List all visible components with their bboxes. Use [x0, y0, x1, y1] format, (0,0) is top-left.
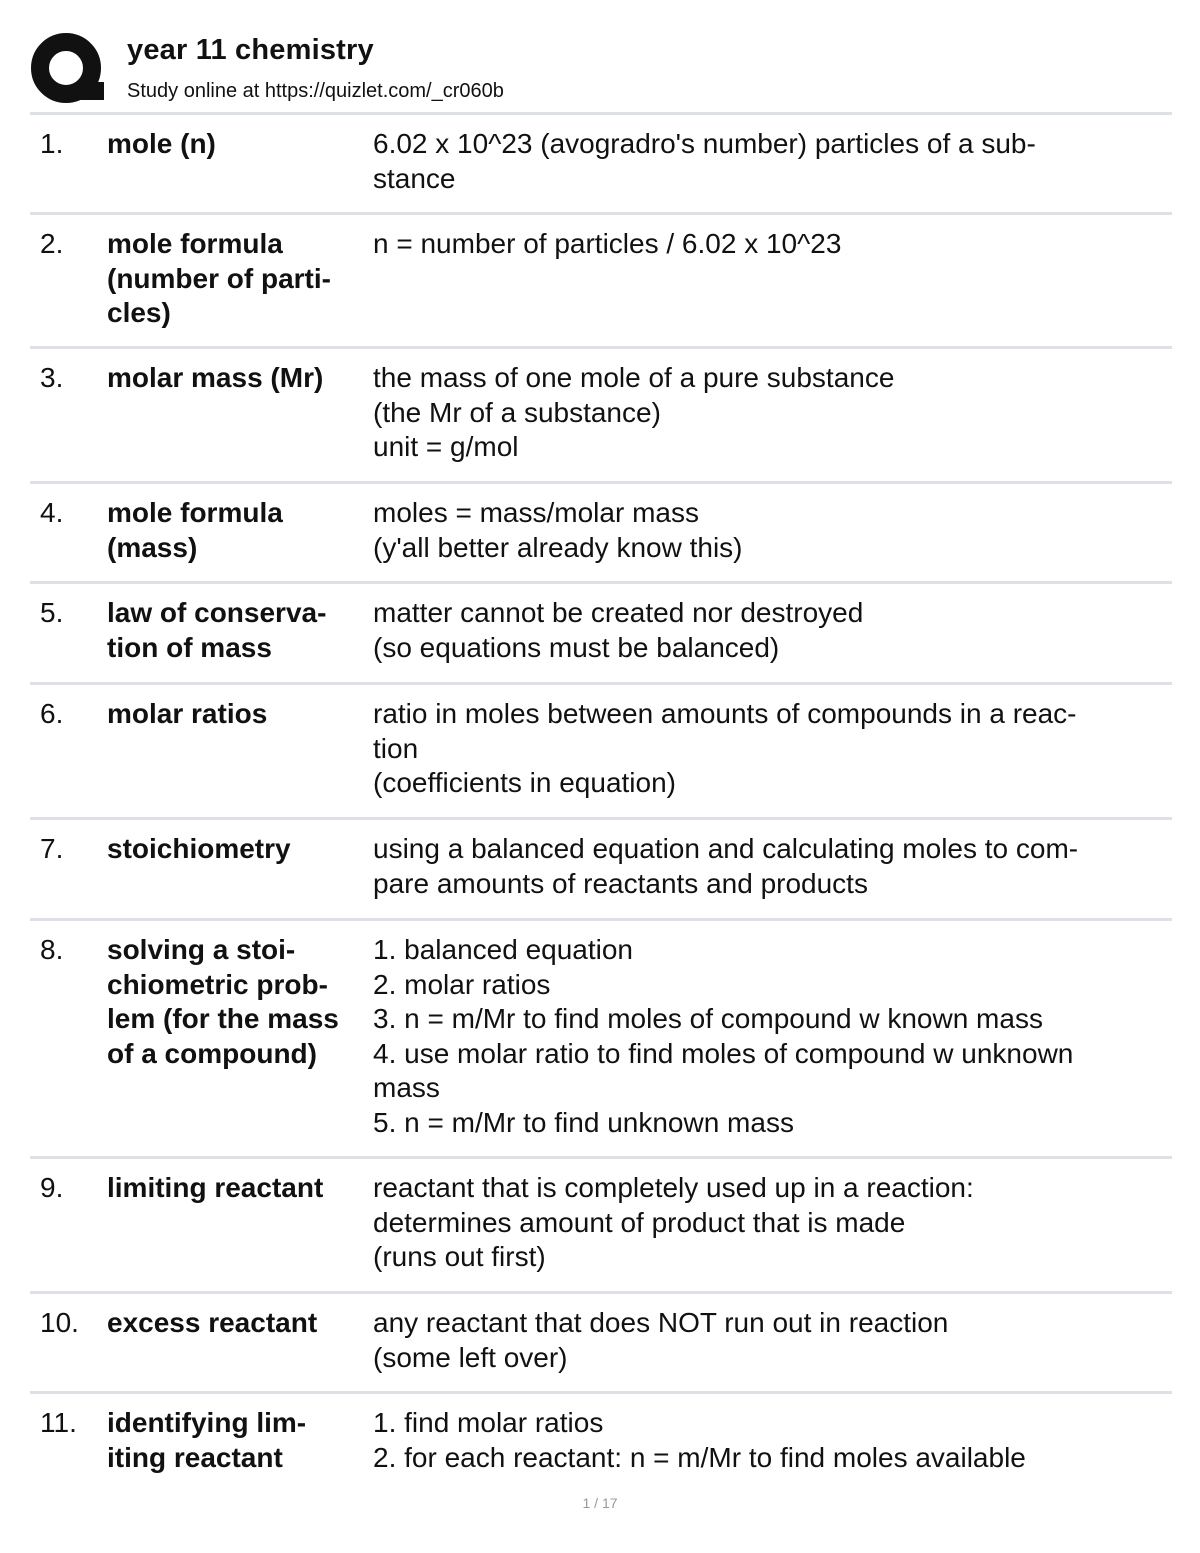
definition-line: 1. balanced equation	[373, 934, 633, 965]
definition-cell	[372, 215, 1172, 346]
term-cell	[107, 1159, 372, 1291]
term-cell	[107, 685, 372, 817]
term-cell	[107, 349, 372, 481]
term-line: of a compound)	[107, 1037, 317, 1069]
definition-line: 5. n = m/Mr to find unknown mass	[373, 1106, 794, 1138]
definition-line: n = number of particles / 6.02 x 10^23	[373, 228, 842, 259]
term-cell	[107, 484, 372, 581]
table-row	[30, 918, 1172, 1156]
term-cell	[107, 820, 372, 918]
term-line: chiometric prob-	[107, 968, 328, 1000]
definition-line: (so equations must be balanced)	[373, 631, 780, 663]
term-line: stoichiometry	[107, 833, 291, 864]
definition-cell	[372, 921, 1172, 1156]
table-row	[30, 1291, 1172, 1391]
row-number: 6.	[40, 698, 64, 729]
definition-line: tion	[373, 732, 419, 764]
definition-cell	[372, 1159, 1172, 1291]
term-line: excess reactant	[107, 1307, 318, 1338]
definition-cell	[372, 584, 1172, 682]
term-line: mole formula	[107, 228, 283, 259]
term-cell	[107, 1294, 372, 1391]
term-cell	[107, 1394, 372, 1491]
table-row	[30, 581, 1172, 682]
table-row	[30, 212, 1172, 346]
row-number: 10.	[40, 1307, 79, 1338]
row-number: 2.	[40, 228, 64, 259]
term-line: lem (for the mass	[107, 1003, 339, 1034]
row-number: 9.	[40, 1172, 64, 1203]
row-number: 5.	[40, 597, 64, 628]
definition-line: 6.02 x 10^23 (avogradro's number) particles of a sub-	[373, 128, 1036, 159]
quizlet-q-logo-icon	[30, 32, 106, 104]
definition-line: determines amount of product that is made	[373, 1206, 906, 1238]
definition-line: 2. molar ratios	[373, 968, 551, 1000]
definition-cell	[372, 115, 1172, 212]
flashcard-table	[30, 112, 1172, 1491]
definition-cell	[372, 484, 1172, 581]
definition-line: reactant that is completely used up in a reaction:	[373, 1172, 974, 1203]
definition-line: (the Mr of a substance)	[373, 396, 661, 428]
definition-line: mass	[373, 1072, 440, 1103]
page-title: year 11 chemistry	[127, 34, 374, 66]
term-line: limiting reactant	[107, 1172, 324, 1203]
page-header	[30, 28, 1172, 108]
row-number: 8.	[40, 934, 64, 965]
row-number: 11.	[40, 1407, 77, 1438]
definition-line: 1. find molar ratios	[373, 1407, 604, 1438]
definition-line: pare amounts of reactants and products	[373, 867, 868, 899]
definition-cell	[372, 1394, 1172, 1491]
row-number: 7.	[40, 833, 64, 864]
term-cell	[107, 921, 372, 1156]
definition-line: 4. use molar ratio to find moles of compound w unknown	[373, 1037, 1074, 1069]
row-number: 3.	[40, 362, 64, 393]
table-row	[30, 1156, 1172, 1291]
definition-line: any reactant that does NOT run out in reaction	[373, 1307, 949, 1338]
term-cell	[107, 115, 372, 212]
table-row	[30, 346, 1172, 481]
definition-line: the mass of one mole of a pure substance	[373, 362, 895, 393]
definition-line: stance	[373, 162, 456, 194]
term-line: law of conserva-	[107, 597, 327, 628]
table-row	[30, 817, 1172, 918]
study-online-link-text: Study online at https://quizlet.com/_cr060b	[127, 80, 504, 102]
term-line: (number of parti-	[107, 262, 331, 294]
definition-line: moles = mass/molar mass	[373, 497, 699, 528]
term-line: (mass)	[107, 531, 198, 563]
definition-cell	[372, 1294, 1172, 1391]
table-row	[30, 682, 1172, 817]
row-number: 1.	[40, 128, 64, 159]
definition-line: 2. for each reactant: n = m/Mr to find moles available	[373, 1441, 1026, 1473]
definition-line: (y'all better already know this)	[373, 531, 743, 563]
term-line: molar mass (Mr)	[107, 362, 324, 393]
definition-line: ratio in moles between amounts of compounds in a reac-	[373, 698, 1077, 729]
definition-cell	[372, 820, 1172, 918]
term-line: cles)	[107, 297, 171, 328]
term-cell	[107, 215, 372, 346]
definition-line: unit = g/mol	[373, 431, 519, 462]
table-row	[30, 481, 1172, 581]
definition-line: (some left over)	[373, 1341, 568, 1373]
page-number: 1 / 17	[582, 1495, 618, 1511]
table-row	[30, 1391, 1172, 1491]
term-line: tion of mass	[107, 631, 272, 663]
definition-line: matter cannot be created nor destroyed	[373, 597, 864, 628]
term-cell	[107, 584, 372, 682]
definition-line: (runs out first)	[373, 1241, 546, 1272]
definition-line: 3. n = m/Mr to find moles of compound w known mass	[373, 1003, 1043, 1034]
definition-cell	[372, 349, 1172, 481]
term-line: iting reactant	[107, 1441, 283, 1473]
definition-line: (coefficients in equation)	[373, 767, 676, 798]
row-number: 4.	[40, 497, 64, 528]
term-line: identifying lim-	[107, 1407, 307, 1438]
term-line: solving a stoi-	[107, 934, 296, 965]
term-line: molar ratios	[107, 698, 268, 729]
definition-line: using a balanced equation and calculating moles to com-	[373, 833, 1079, 864]
table-row	[30, 112, 1172, 212]
definition-cell	[372, 685, 1172, 817]
term-line: mole (n)	[107, 128, 216, 159]
term-line: mole formula	[107, 497, 283, 528]
